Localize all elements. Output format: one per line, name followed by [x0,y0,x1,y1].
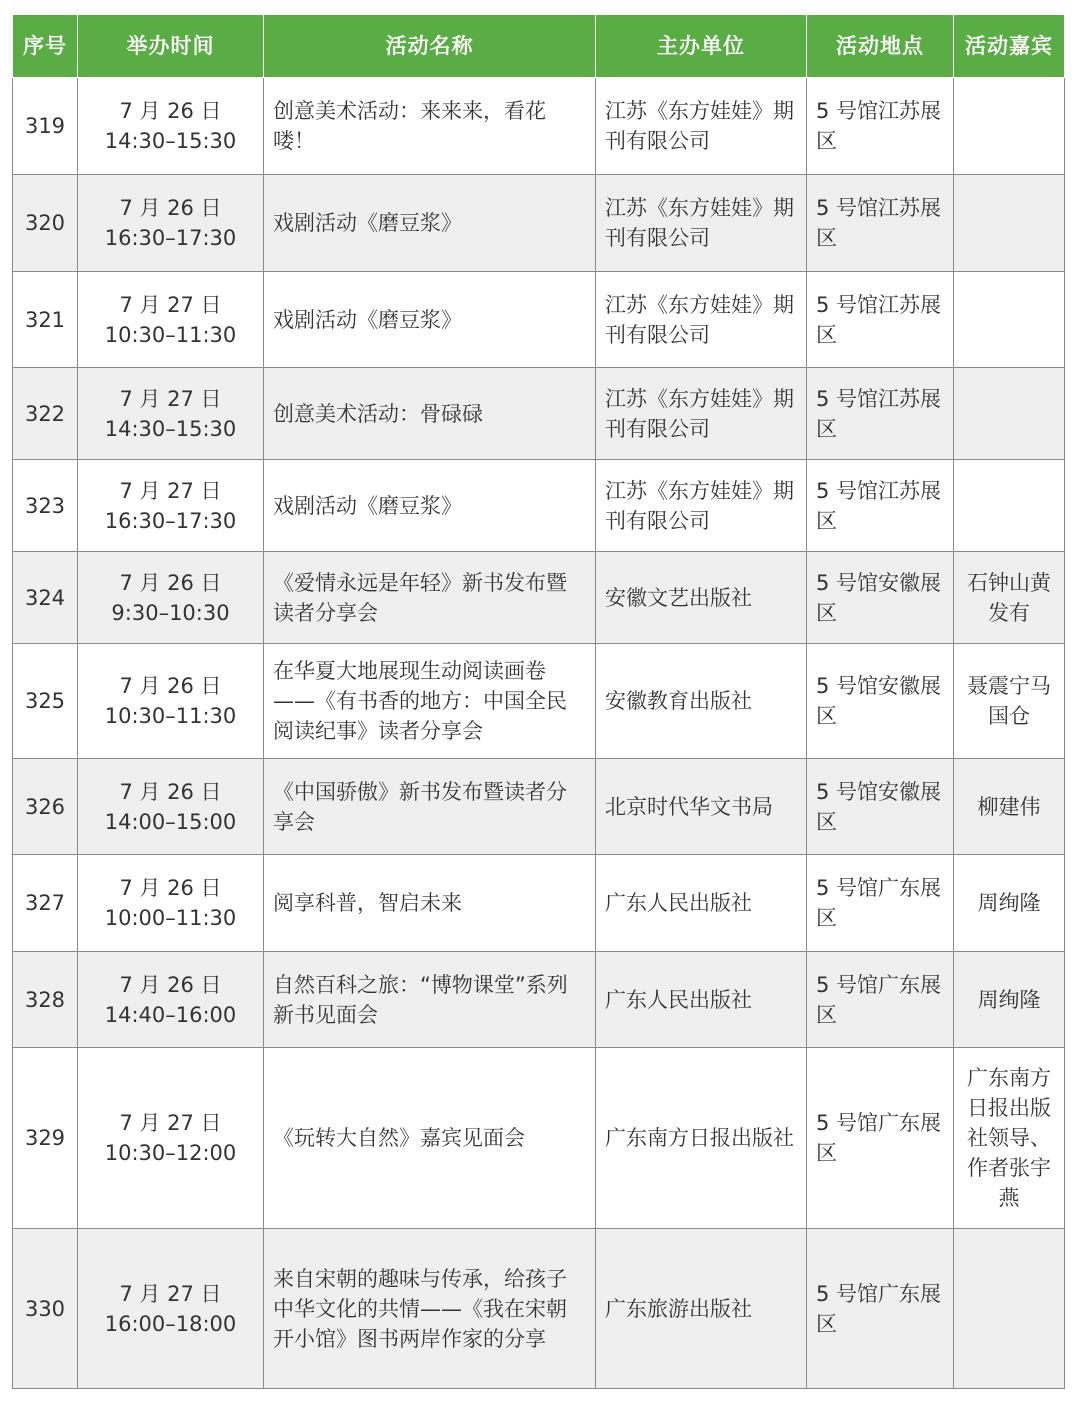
header-org: 主办单位 [596,15,807,78]
cell-organizer: 江苏《东方娃娃》期刊有限公司 [596,272,807,368]
cell-guest: 聂震宁马国仓 [954,644,1065,759]
cell-organizer: 广东旅游出版社 [596,1229,807,1389]
cell-time [78,552,264,644]
cell-organizer: 江苏《东方娃娃》期刊有限公司 [596,368,807,460]
cell-organizer: 安徽教育出版社 [596,644,807,759]
cell-time [78,1229,264,1389]
cell-venue: 5 号馆广东展区 [807,952,954,1048]
cell-time [78,1048,264,1229]
event-time: 14:30–15:30 [104,416,237,441]
cell-no: 327 [13,855,78,952]
cell-time [78,78,264,175]
cell-guest [954,175,1065,272]
cell-organizer: 江苏《东方娃娃》期刊有限公司 [596,460,807,552]
event-time: 14:00–15:00 [104,809,237,834]
table-row [13,952,1065,1048]
cell-no: 326 [13,759,78,855]
cell-no: 322 [13,368,78,460]
header-name: 活动名称 [264,15,596,78]
cell-no: 330 [13,1229,78,1389]
cell-venue: 5 号馆广东展区 [807,855,954,952]
header-row [13,15,1065,78]
cell-event-name: 《爱情永远是年轻》新书发布暨读者分享会 [264,552,596,644]
cell-event-name: 阅享科普，智启未来 [264,855,596,952]
event-date: 7 月 26 日 [119,972,222,997]
cell-no: 323 [13,460,78,552]
cell-no: 325 [13,644,78,759]
event-date: 7 月 26 日 [119,196,222,220]
event-time: 16:30–17:30 [104,508,237,533]
cell-no: 329 [13,1048,78,1229]
cell-event-name: 《玩转大自然》嘉宾见面会 [264,1048,596,1229]
cell-event-name: 戏剧活动《磨豆浆》 [264,175,596,272]
cell-guest: 周绚隆 [954,952,1065,1048]
event-time: 14:40–16:00 [104,1002,237,1027]
cell-event-name: 戏剧活动《磨豆浆》 [264,272,596,368]
cell-organizer: 广东南方日报出版社 [596,1048,807,1229]
table-row [13,272,1065,368]
cell-venue: 5 号馆广东展区 [807,1048,954,1229]
cell-guest [954,1229,1065,1389]
event-date: 7 月 27 日 [119,478,222,503]
table-row [13,552,1065,644]
cell-organizer: 江苏《东方娃娃》期刊有限公司 [596,175,807,272]
cell-organizer: 安徽文艺出版社 [596,552,807,644]
cell-no: 320 [13,175,78,272]
cell-organizer: 北京时代华文书局 [596,759,807,855]
cell-no: 324 [13,552,78,644]
table-row [13,1229,1065,1389]
cell-venue: 5 号馆安徽展区 [807,644,954,759]
table-row [13,368,1065,460]
cell-event-name: 戏剧活动《磨豆浆》 [264,460,596,552]
cell-event-name: 创意美术活动：来来来，看花喽！ [264,78,596,175]
event-schedule-table [12,14,1064,1389]
event-time: 10:30–12:00 [104,1141,237,1165]
cell-guest [954,78,1065,175]
event-time: 10:30–11:30 [104,704,237,728]
cell-event-name: 自然百科之旅：“博物课堂”系列新书见面会 [264,952,596,1048]
event-time: 16:30–17:30 [104,226,237,250]
table-row [13,855,1065,952]
event-time: 14:30–15:30 [104,129,237,153]
cell-organizer: 广东人民出版社 [596,855,807,952]
cell-event-name: 来自宋朝的趣味与传承，给孩子中华文化的共情——《我在宋朝开小馆》图书两岸作家的分享 [264,1229,596,1389]
event-date: 7 月 26 日 [119,570,222,595]
cell-time [78,460,264,552]
event-date: 7 月 27 日 [119,386,222,411]
cell-no: 319 [13,78,78,175]
cell-organizer: 广东人民出版社 [596,952,807,1048]
cell-venue: 5 号馆江苏展区 [807,460,954,552]
cell-guest: 周绚隆 [954,855,1065,952]
event-date: 7 月 27 日 [119,292,222,317]
table-row [13,644,1065,759]
cell-organizer: 江苏《东方娃娃》期刊有限公司 [596,78,807,175]
cell-time [78,952,264,1048]
cell-venue: 5 号馆安徽展区 [807,759,954,855]
cell-guest [954,460,1065,552]
event-time: 10:00–11:30 [104,906,237,930]
cell-time [78,368,264,460]
cell-time [78,644,264,759]
cell-venue: 5 号馆安徽展区 [807,552,954,644]
cell-venue: 5 号馆江苏展区 [807,272,954,368]
cell-event-name: 在华夏大地展现生动阅读画卷——《有书香的地方：中国全民阅读纪事》读者分享会 [264,644,596,759]
cell-time [78,855,264,952]
cell-venue: 5 号馆江苏展区 [807,368,954,460]
event-time: 9:30–10:30 [111,600,230,625]
event-time: 10:30–11:30 [104,322,237,347]
cell-guest [954,368,1065,460]
cell-no: 328 [13,952,78,1048]
event-date: 7 月 26 日 [119,779,222,804]
cell-event-name: 创意美术活动：骨碌碌 [264,368,596,460]
cell-venue: 5 号馆广东展区 [807,1229,954,1389]
event-date: 7 月 26 日 [119,99,222,123]
cell-time [78,759,264,855]
cell-guest: 广东南方日报出版社领导、作者张宇燕 [954,1048,1065,1229]
cell-event-name: 《中国骄傲》新书发布暨读者分享会 [264,759,596,855]
cell-guest [954,272,1065,368]
cell-time [78,175,264,272]
cell-time [78,272,264,368]
table-row [13,175,1065,272]
event-date: 7 月 26 日 [119,876,222,900]
event-date: 7 月 27 日 [119,1281,222,1306]
event-date: 7 月 26 日 [119,674,222,698]
header-venue: 活动地点 [807,15,954,78]
table-row [13,759,1065,855]
table-row [13,1048,1065,1229]
cell-venue: 5 号馆江苏展区 [807,175,954,272]
table-row [13,460,1065,552]
table-row [13,78,1065,175]
header-time: 举办时间 [78,15,264,78]
cell-guest: 柳建伟 [954,759,1065,855]
cell-no: 321 [13,272,78,368]
header-guest: 活动嘉宾 [954,15,1065,78]
cell-guest: 石钟山黄发有 [954,552,1065,644]
event-time: 16:00–18:00 [104,1311,237,1336]
event-date: 7 月 27 日 [119,1111,222,1135]
header-no: 序号 [13,15,78,78]
cell-venue: 5 号馆江苏展区 [807,78,954,175]
